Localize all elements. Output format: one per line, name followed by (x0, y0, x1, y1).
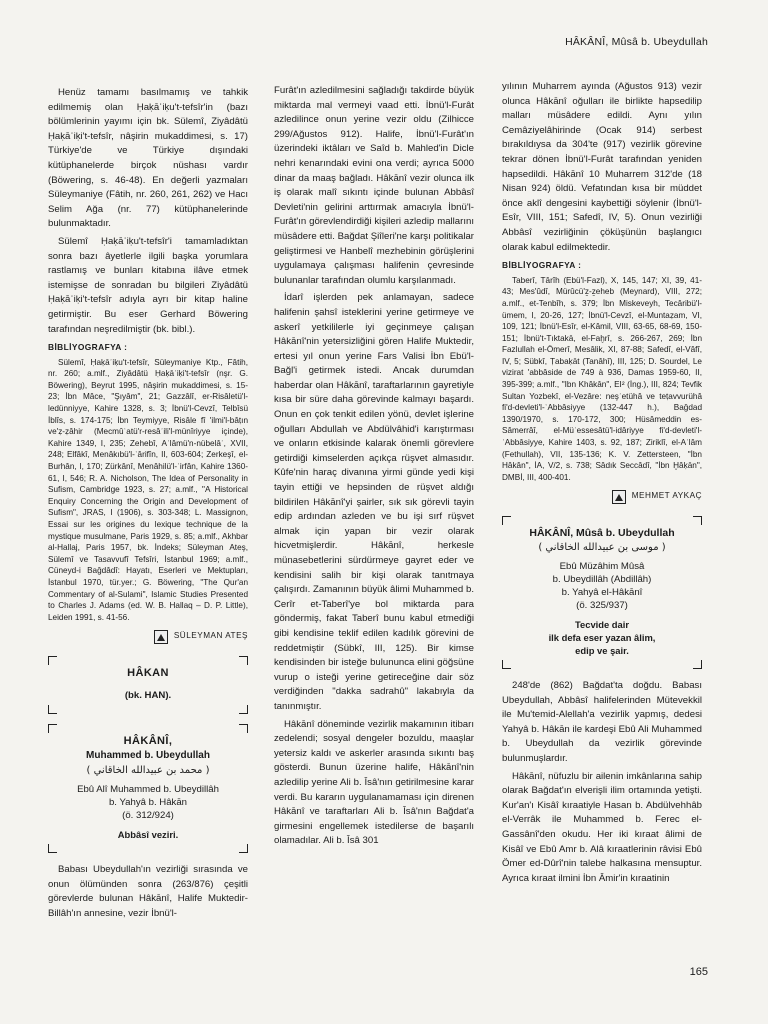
entry-full-name: b. Yahyâ b. Hâkān (108, 796, 188, 808)
article-entry-header (502, 516, 702, 669)
column-3 (502, 80, 702, 889)
column-1 (48, 86, 248, 924)
author-signature (48, 629, 248, 644)
author-signature (502, 489, 702, 504)
entry-description: Tecvide dair (574, 619, 629, 630)
entry-subtitle: Muhammed b. Ubeydullah (86, 749, 210, 761)
bibliography-text: Sülemî, Ḥaḳāʾiḳu't-tefsîr, Süleymaniye Ktp., Fâtih, nr. 260; a.mlf., Ziyâdâtü Ḥaḳāʾiḳi't-tefsîr (nşr. G. Böwering), Beyrut 1995, nâşirin mukaddimesi, s. 15-23; İbn Mâce, "Şıyâm", 21; Gazzâlî, er-Risâletü'l-ledünniyye, Kahire 1328, s. 3; İbnü'l-Cevzî, Telbîsü İblîs, s. 174-175; İbn Teymiyye, Risâle fî 'ilmi'l-bâṭın ve'ẓ-ẓâhir (Mecmûʿatü'r-resâʾili'l-münîriyye içinde), Kahire 1349, I, 235; Zehebî, Aʿlâmü'n-nübelâʾ, XVII, 248; Elfâkî, Menâkıbü'l-ʿârifîn, II, 603-604; Zerkeşî, el-Burhân, I, 170; Zürkânî, Menâhilü'l-ʿirfân, Kahire 1360-61, I, 546; R. A. Nicholson, The Idea of Personality in Sufism, Cambridge 1923, s. 27; a.mlf., "A Historical Enquiry Concerning the Origin and Development of Sufism", JRAS, I (1906), s. 303-348; L. Massignon, Essai sur les origines du lexique technique de la mystique musulmane, Paris 1929, s. 85; a.mlf., Akhbar al-Hallaj, Paris 1957, bk. İndeks; Süleyman Ateş, Sülemî ve Tasavvufî Tefsîri, İstanbul 1969; a.mlf., Cüneyd-i Bağdâdî: Hayatı, Eserleri ve Mektupları, İstanbul 1970, tür.yer.; G. Böwering, "The Qur'an Commentary of al-Sulami", Islamic Studies Presented to Charles J. Adams (ed. W. B. Hallaq – D. P. Little), Leiden 1991, s. 41-56. (48, 357, 248, 622)
entry-description: Abbâsî veziri. (117, 828, 179, 840)
body-paragraph: İdarî işlerden pek anlamayan, sadece halifenin şahsî isteklerini yerine getirmeye ve askerî yetkililerle iyi geçinmeye çalışan Hâkānî'nin yetersizliğini gören Halife Muktedir, ertesi yıl onun yerine Fars Valisi İbn Ebü'l-Bağl'i getirmek istedi. Ancak durumdan haberdar olan Hâkānî, taraftarlarının gayretiyle kısa bir süre daha görevinde kalmayı başardı. Onun en çok tenkit edilen yönü, devlet işlerine oğulları Abdullah ve Abdülvâhid'i karıştırması ve onların etkisinde kalarak önemli görevlere getirdiği kimselerden açıkça rüşvet almasıdır. Kûfe'nin haraç divanına yirmi günde yedi kişi tayin ettiği ve hepsinden de rüşvet aldığı bildirilen Hâkānî'yi şairler, sık sık görevli tayin edip ardından azleden ve bu işi sırf rüşvet almak için yapan bir vezir olarak hicvetmişlerdir. Hâkānî, herkesle münasebetlerini sürdürmeye gayret eder ve kendisini salih bir kişi olarak tanıtmaya çalışırdı. Zamanının büyük âlimi Muhammed b. Cerîr et-Taberî'ye bol miktarda para göndermiş, fakat Taberî bunu kabul etmediği gibi kendisine teklif edilen kadılık görevini de reddetmiştir (Sübkî, III, 125). Bir kimse kendisinden bir isteğe bulununca elini göğsüne vurup o isteği yerine getireceğine dair söz verdiğinden "dakka sadrahû" lakabıyla da tanınmıştır. (274, 292, 474, 712)
entry-title: HÂKÂNÎ, Mûsâ b. Ubeydullah (529, 527, 675, 539)
author-mark-icon (154, 630, 168, 644)
entry-title: HÂKÂNÎ, (123, 734, 173, 747)
entry-reference: (bk. HAN). (124, 689, 172, 701)
bibliography-heading: BİBLİYOGRAFYA : (502, 260, 582, 271)
entry-arabic-name: ( موسى بن عبيدالله الخاقاني ) (538, 542, 666, 553)
entry-description: edip ve şair. (575, 645, 629, 656)
body-paragraph: Sülemî Ḥaḳāʾiḳu't-tefsîr'i tamamladıktan sonra bazı âyetlerle ilgili başka yorumlara rastlamış ve bunları kitabına ilâve etmek istemişse de sonradan bu bilgileri Ziyâdâtü Ḥaḳāʾiḳi't-tefsîr adıyla ayrı bir kitap haline getirmiştir. Bu eser Gerhard Böwering tarafından neşredilmiştir (bk. bibl.). (48, 235, 248, 335)
author-name: SÜLEYMAN ATEŞ (173, 631, 248, 641)
page-number: 165 (689, 966, 708, 978)
body-paragraph: Furât'ın azledilmesini sağladığı takdirde büyük miktarda mal vermeyi vaad etti. İbnü'l-Furât azledilince onun yerine vezir oldu (Zilhicce 299/Ağustos 912). Halife, İbnü'l-Furât'ın üzerindeki iktâları ve Saîd b. Mahled'in Dicle nehri kenarındaki evini ona verdi; ayrıca 5000 dinar da maaş bağladı. Hâkānî vezir olunca ilk iş olarak malî sıkıntı içinde bulunan Abbâsî Devleti'nin gelirini arttırmak amacıyla İbnü'l-Furât'ın görevlendirdiği kişileri azledip mallarını müsâdere etti. Bağdat Şiîleri'ne karşı politikalar geliştirmesi ve Hanbelî mezhebinin görüşlerini uygulamaya çalışması halifenin çevresinde bulunanlar tarafından olumlu karşılanmadı. (274, 85, 474, 286)
running-header: HÂKÂNÎ, Mûsâ b. Ubeydullah (565, 36, 708, 48)
entry-title: HÂKAN (127, 666, 169, 679)
entry-dates: (ö. 312/924) (122, 809, 174, 821)
body-paragraph: Henüz tamamı basılmamış ve tahkik edilmemiş olan Ḥaḳāʾiḳu't-tefsîr'in (bazı bölümlerinin yayımı için bk. Sülemî, Ziyâdâtü Ḥaḳāʾiḳi't-tefsîr, nâşirin mukaddimesi, s. 17) Türkiye'de ve Türkiye dışındaki kütüphanelerde birçok nüshası vardır (Böwering, s. 46-48). En değerli yazmaları Süleymaniye (Fâtih, nr. 260, 261, 262) ve Hacı Selim Ağa (nr. 77) kütüphanelerinde bulunmaktadır. (48, 87, 248, 230)
entry-full-name: b. Ubeydillâh (Abdillâh) (552, 574, 652, 585)
bibliography-heading: BİBLİYOGRAFYA : (48, 342, 128, 353)
body-paragraph: yılının Muharrem ayında (Ağustos 913) vezir olunca Hâkānî oğulları ile birlikte hapsedilip malları müsâdere edildi. Aynı yılın Cemâziyelâhirinde (Ocak 914) serbest bırakıldıysa da 304'te (917) vezirlik görevine tekrar dönen İbnü'l-Furât tarafından yeniden hapsedildi. Hâkānî 10 Muharrem 312'de (18 Nisan 924) öldü. Vefatından kısa bir müddet önce aklî dengesini kaybettiği söylenir (İbnü'l-Esîr, VIII, 151; Safedî, IV, 5). Onun vezirliği Abbâsî vezirliğinin çöküşünün başlangıcı olarak kabul edilmektedir. (502, 81, 702, 253)
body-paragraph: 248'de (862) Bağdat'ta doğdu. Babası Ubeydullah, Abbâsî halifelerinden Mütevekkil ile Mu'temid-Alellah'a vezirlik yapmış, dedesi Yahyâ b. Hâkān ile kardeşi Ebû Ali Muhammed b. Ubeydullah da vezirlik görevinde bulunmuşlardır. (502, 680, 702, 764)
author-mark-icon (612, 490, 626, 504)
article-entry-header (48, 724, 248, 853)
entry-full-name: Ebû Alî Muhammed b. Ubeydillâh (77, 783, 219, 795)
bibliography-text: Taberî, Târîh (Ebü'l-Fazl), X, 145, 147; XI, 39, 41-43; Mes'ûdî, Mürûcü'ẕ-ẕeheb (Meynard), VIII, 272; a.mlf., et-Tenbîh, s. 379; İbn Miskeveyh, Tecâribü'l-ümem, I, 20-26, 127; İbnü'l-Cevzî, el-Muntaẓam, VI, 109, 121; İbnü'l-Esîr, el-Kâmil, VIII, 63-65, 68-69, 150-151; İbnü't-Tıktakā, el-Faḫrî, s. 266-267, 269; İbn Fazlullah el-Ömerî, Mesâlik, XI, 87-88; Safedî, el-Vâfî, IV, 5; Sübkî, Ṭabaḳāt (Tanâhî), III, 125; D. Sourdel, Le vizirat 'abbâside de 749 à 936, Damas 1959-60, II, 395-399; a.mlf., "Ibn Khâkân", EI² (İng.), III, 824; Tevfik Sultan Yozbekî, el-Vezâre: neşʾetühâ ve teṭavvurühâ fi'd-devleti'l-ʿAbbâsiyye (132-447 h.), Bağdad 1390/1970, s. 170-172, 300; Hüsâmeddin es-Sâmerrâî, el-Müʾessesâtü'l-idâriyye fi'd-devleti'l-ʿAbbâsiyye, Kahire 1403, s. 92, 187; Ziriklî, el-Aʿlâm (Fethullah), VII, 135-136; K. V. Zettersteen, "İbn Hâkân", İA, V/2, s. 738; Sâdık Seccâdî, "İbn Ḫâḳān", DMBİ, III, 400-401. (502, 275, 702, 482)
entry-arabic-name: ( محمد بن عبيدالله الخاقاني ) (86, 764, 210, 776)
entry-full-name: Ebû Müzâhim Mûsâ (559, 561, 645, 572)
body-paragraph: Babası Ubeydullah'ın vezirliği sırasında ve onun ölümünden sonra (263/876) çeşitli görevlerde bulunan Hâkānî, Halife Muktedir-Billâh'ın annesine, vezir İbnü'l- (48, 863, 248, 919)
cross-reference-entry (48, 656, 248, 714)
body-paragraph: Hâkānî döneminde vezirlik makamının itibarı zedelendi; sosyal dengeler bozuldu, maaşlar yetersiz kaldı ve askerler arasında sıkıntı baş gösterdi. Bunun üzerine halife, Hâkānî'nin azledilip yerine Ali b. Îsâ'nın getirilmesine karar verdi. Bu kararın uygulanamaması için direnen Hâkānî ve taraftarları Ali b. Îsâ'nın Bağdat'a girmesini engellemek istedilerse de başarılı olamadılar. Ali b. Îsâ 301 (274, 718, 474, 847)
entry-dates: (ö. 325/937) (576, 600, 628, 611)
column-2 (274, 84, 474, 852)
author-name: MEHMET AYKAÇ (631, 491, 702, 501)
entry-description: ilk defa eser yazan âlim, (548, 632, 656, 643)
body-paragraph: Hâkānî, nüfuzlu bir ailenin imkânlarına sahip olarak Bağdat'ın elverişli ilim ortamında yetişti. Kur'an'ı Kisâî kıraatiyle Hasan b. Abdülvehhâb el-Verrâk ile Muhammed b. Ferec el-Gassânî'den okudu. Her iki kıraat âlimi de Kisâî ve Ebû Amr b. Alâ kıraatlerinin râvisi Ebû Ömer ed-Dûrî'nin talebe halkasına mensuptur. Ayrıca kıraat ilmini İbn Âmir'in kıraatinin (502, 770, 702, 884)
entry-full-name: b. Yahyâ el-Hâkānî (561, 587, 643, 598)
